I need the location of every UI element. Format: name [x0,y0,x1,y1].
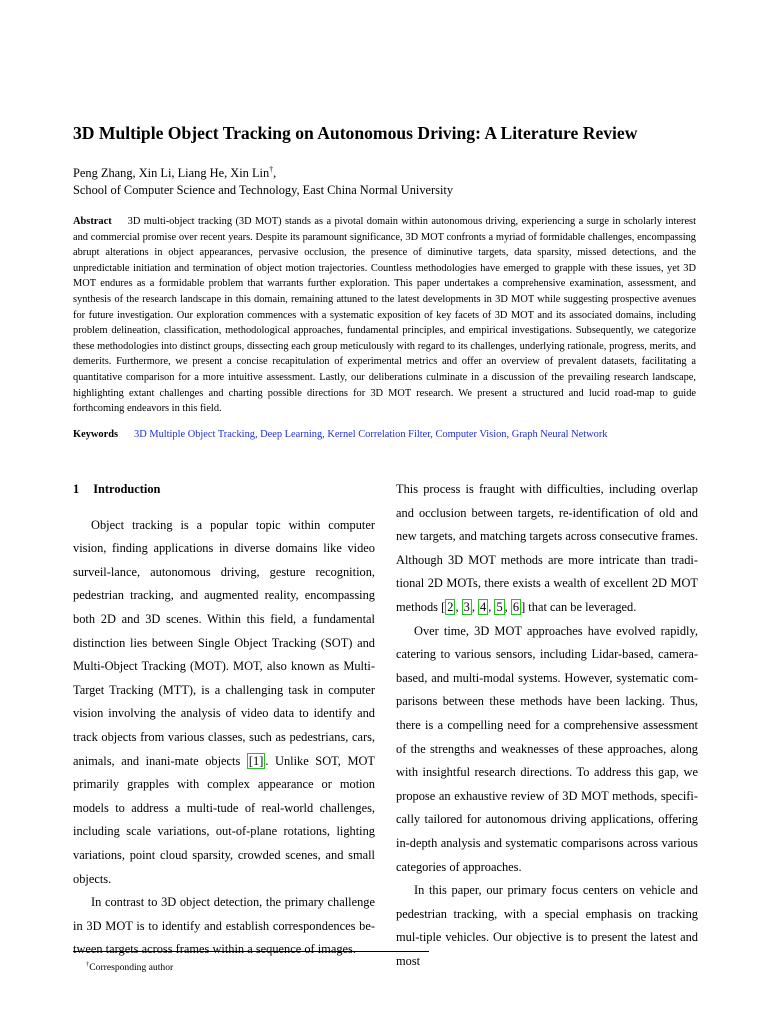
citation-open-bracket: [ [441,599,446,614]
citation-link[interactable]: 5 [496,599,503,614]
corresponding-author-mark: † [269,165,274,174]
paper-title: 3D Multiple Object Tracking on Autonomous Driving: A Literature Review [73,123,638,143]
keywords [73,427,608,442]
intro-paragraph-5: In this paper, our primary focus centers on vehicle and pedestrian tracking, with a special emphasis on tracking mul-tiple vehicles. Our objective is to present the latest and most [396,883,698,968]
citation-close-bracket: ] [521,599,526,614]
intro-paragraph-3-text-b: that can be leveraged. [525,599,637,614]
citation-link[interactable]: 4 [480,599,487,614]
intro-paragraph-1-text-a: Object tracking is a popular topic within computer vision, finding applications in diverse domains like video surveil-lance, autonomous driving, gesture recognition, pedestrian tracking, and augmented reality, encompassing both 2D and 3D scenes. Within this field, a fundamental distinction lies between Single Object Tracking (SOT) and Multi-Object Tracking (MOT). MOT, also known as Multi-Target Tracking (MTT), is a challenging task in computer vision involving the analysis of video data to identify and track objects from various classes, such as pedestrians, cars, animals, and inani-mate objects [73,517,375,768]
author-affiliation: School of Computer Science and Technology, East China Normal University [73,183,454,197]
abstract-label: Abstract [73,216,112,227]
section-number: 1 [73,482,80,496]
intro-paragraph-3-text-a: This process is fraught with difficulties, including overlap and occlusion between targets, re-identification of old and new targets, and matching targets across consecutive frames. Although 3D MOT methods are more intricate than tradi-tional 2D MOTs, there exists a wealth of excellent 2D MOT methods [396,482,698,614]
footnote-mark: † [86,961,90,968]
author-list-comma: , [273,166,277,180]
section-title: Introduction [93,482,161,496]
footnote-text: Corresponding author [89,962,174,973]
left-column [73,478,375,962]
right-column [396,478,698,973]
intro-paragraph-2: In contrast to 3D object detection, the primary challenge in 3D MOT is to identify and establish correspondences be-tween targets across frames within a sequence of images. [73,895,375,957]
author-list [73,165,276,181]
intro-paragraph-1 [73,514,375,892]
abstract-text: 3D multi-object tracking (3D MOT) stands as a pivotal domain within autonomous driving, experiencing a surge in scholarly interest and commercial promise over recent years. Despite its paramount significance, 3D MOT confronts a myriad of formidable challenges, encompassing abrupt alterations in object appearances, pervasive occlusion, the presence of diminutive targets, data sparsity, missed detections, and the unpredictable initiation and termination of object motion trajectories. Countless methodologies have emerged to grapple with these issues, yet 3D MOT endures as a formidable problem that warrants further exploration. This paper undertakes a comprehensive examination, assessment, and synthesis of the research landscape in this domain, remaining attuned to the latest developments in 3D MOT while suggesting prospective avenues for future investigation. Our exploration commences with a systematic exposition of key facets of 3D MOT and its associated domains, including problem delineation, classification, methodological approaches, fundamental principles, and empirical investigations. Subsequently, we categorize these methodologies into distinct groups, dissecting each group meticulously with regard to its challenges, underlying rationale, progress, merits, and demerits. Furthermore, we present a concise recapitulation of experimental metrics and offer an overview of prevalent datasets, facilitating a quantitative comparison for a more intuitive assessment. Lastly, our deliberations culminate in a discussion of the prevailing research landscape, highlighting extant challenges and charting possible directions for 3D MOT research. We present a structured and lucid road-map to guide forthcoming endeavors in this field. [73,216,696,415]
citation-link[interactable]: [1] [248,753,264,768]
keywords-list[interactable]: 3D Multiple Object Tracking, Deep Learning, Kernel Correlation Filter, Computer Vision, Graph Neural Network [134,429,608,440]
intro-paragraph-1-text-b: . Unlike SOT, MOT primarily grapples with complex appearance or motion models to address a multi-tude of real-world challenges, including scale variations, out-of-plane rotations, lighting variations, point cloud sparsity, crowded scenes, and small objects. [73,753,375,886]
intro-paragraph-4: Over time, 3D MOT approaches have evolved rapidly, catering to various sensors, including Lidar-based, camera-based, and multi-modal systems. However, systematic com-parisons between these methods have been lacking. Thus, there is a compelling need for a comprehensive assessment of the strengths and weaknesses of these approaches, along with insightful research directions. To address this gap, we propose an exhaustive review of 3D MOT methods, specifi-cally tailored for autonomous driving applications, offering in-depth analysis and systematic comparisons across various categories of approaches. [396,623,698,874]
abstract [73,214,696,417]
intro-paragraph-3: This process is fraught with difficulties, including overlap and occlusion between targets, re-identification of old and new targets, and matching targets across consecutive frames. Although 3D MOT methods are more intricate than tradi-tional 2D MOTs, there exists a wealth of excellent 2D MOT methods [ 2 , 3 , 4 , 5 , 6 ] that can be leveraged. [396,482,698,614]
citation-link[interactable]: 3 [463,599,470,614]
citation-link[interactable]: 6 [512,599,520,614]
footnote [86,962,173,974]
keywords-label: Keywords [73,429,119,440]
section-heading [73,478,375,502]
author-names: Peng Zhang, Xin Li, Liang He, Xin Lin [73,166,270,180]
footnote-divider [73,951,429,952]
citation-link[interactable]: 2 [447,599,454,614]
